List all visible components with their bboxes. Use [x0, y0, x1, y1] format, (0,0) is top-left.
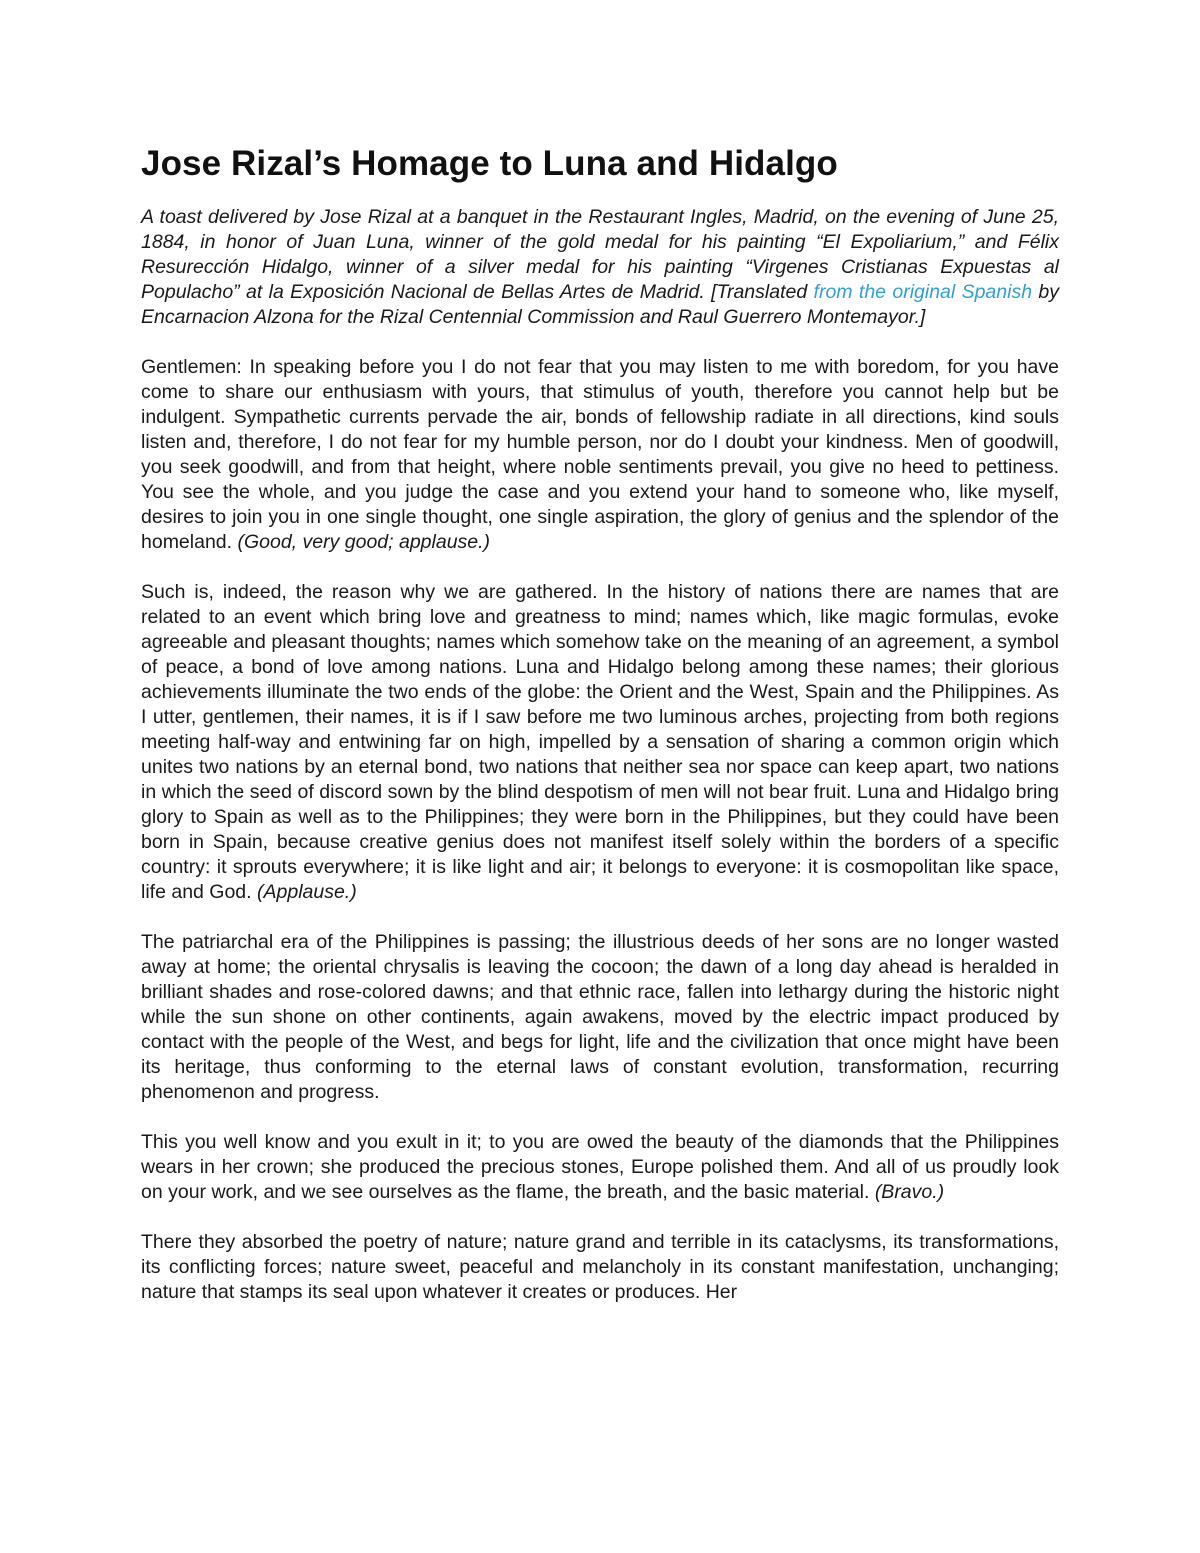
- body-paragraph-1: [141, 355, 1059, 555]
- intro-paragraph: [141, 205, 1059, 330]
- paragraph-aside: (Bravo.): [874, 1181, 945, 1203]
- paragraph-aside: (Good, very good; applause.): [237, 531, 491, 553]
- original-spanish-link[interactable]: from the original Spanish: [813, 281, 1033, 303]
- paragraph-text: This you well know and you exult in it; to you are owed the beauty of the diamonds that the Philippines wears in her crown; she produced the precious stones, Europe polished them. And all of us proudly look on your work, and we see ourselves as the flame, the breath, and the basic material.: [141, 1131, 1059, 1203]
- paragraph-text: Gentlemen: In speaking before you I do not fear that you may listen to me with boredom, for you have come to share our enthusiasm with yours, that stimulus of youth, therefore you cannot help but be indulgent. Sympathetic currents pervade the air, bonds of fellowship radiate in all directions, kind souls listen and, therefore, I do not fear for my humble person, nor do I doubt your kindness. Men of goodwill, you seek goodwill, and from that height, where noble sentiments prevail, you give no heed to pettiness. You see the whole, and you judge the case and you extend your hand to someone who, like myself, desires to join you in one single thought, one single aspiration, the glory of genius and the splendor of the homeland.: [141, 356, 1059, 553]
- body-paragraph-5: [141, 1230, 1059, 1305]
- paragraph-text: There they absorbed the poetry of nature; nature grand and terrible in its cataclysms, its transformations, its conflicting forces; nature sweet, peaceful and melancholy in its constant manifestation, unchanging; nature that stamps its seal upon whatever it creates or produces. Her: [141, 1231, 1059, 1303]
- intro-text-before-link: A toast delivered by Jose Rizal at a banquet in the Restaurant Ingles, Madrid, on the evening of June 25, 1884, in honor of Juan Luna, winner of the gold medal for his painting “El Expoliarium,” and Félix Resurección Hidalgo, winner of a silver medal for his painting “Virgenes Cristianas Expuestas al Populacho” at la Exposición Nacional de Bellas Artes de Madrid. [Translated: [141, 206, 1059, 303]
- body-paragraph-4: [141, 1130, 1059, 1205]
- body-paragraph-2: [141, 580, 1059, 905]
- paragraph-aside: (Applause.): [257, 881, 357, 903]
- paragraph-text: Such is, indeed, the reason why we are gathered. In the history of nations there are names that are related to an event which bring love and greatness to mind; names which, like magic formulas, evoke agreeable and pleasant thoughts; names which somehow take on the meaning of an agreement, a symbol of peace, a bond of love among nations. Luna and Hidalgo belong among these names; their glorious achievements illuminate the two ends of the globe: the Orient and the West, Spain and the Philippines. As I utter, gentlemen, their names, it is if I saw before me two luminous arches, projecting from both regions meeting half-way and entwining far on high, impelled by a sensation of sharing a common origin which unites two nations by an eternal bond, two nations that neither sea nor space can keep apart, two nations in which the seed of discord sown by the blind despotism of men will not bear fruit. Luna and Hidalgo bring glory to Spain as well as to the Philippines; they were born in the Philippines, but they could have been born in Spain, because creative genius does not manifest itself solely within the borders of a specific country: it sprouts everywhere; it is like light and air; it belongs to everyone: it is cosmopolitan like space, life and God.: [141, 581, 1059, 903]
- body-paragraph-3: [141, 930, 1059, 1105]
- document-title: Jose Rizal’s Homage to Luna and Hidalgo: [141, 144, 838, 183]
- document-page: [141, 142, 1059, 1330]
- intro-text-after-link: by Encarnacion Alzona for the Rizal Centennial Commission and Raul Guerrero Montemayor.]: [141, 281, 1059, 328]
- paragraph-text: The patriarchal era of the Philippines is passing; the illustrious deeds of her sons are no longer wasted away at home; the oriental chrysalis is leaving the cocoon; the dawn of a long day ahead is heralded in brilliant shades and rose-colored dawns; and that ethnic race, fallen into lethargy during the historic night while the sun shone on other continents, again awakens, moved by the electric impact produced by contact with the people of the West, and begs for light, life and the civilization that once might have been its heritage, thus conforming to the eternal laws of constant evolution, transformation, recurring phenomenon and progress.: [141, 931, 1059, 1103]
